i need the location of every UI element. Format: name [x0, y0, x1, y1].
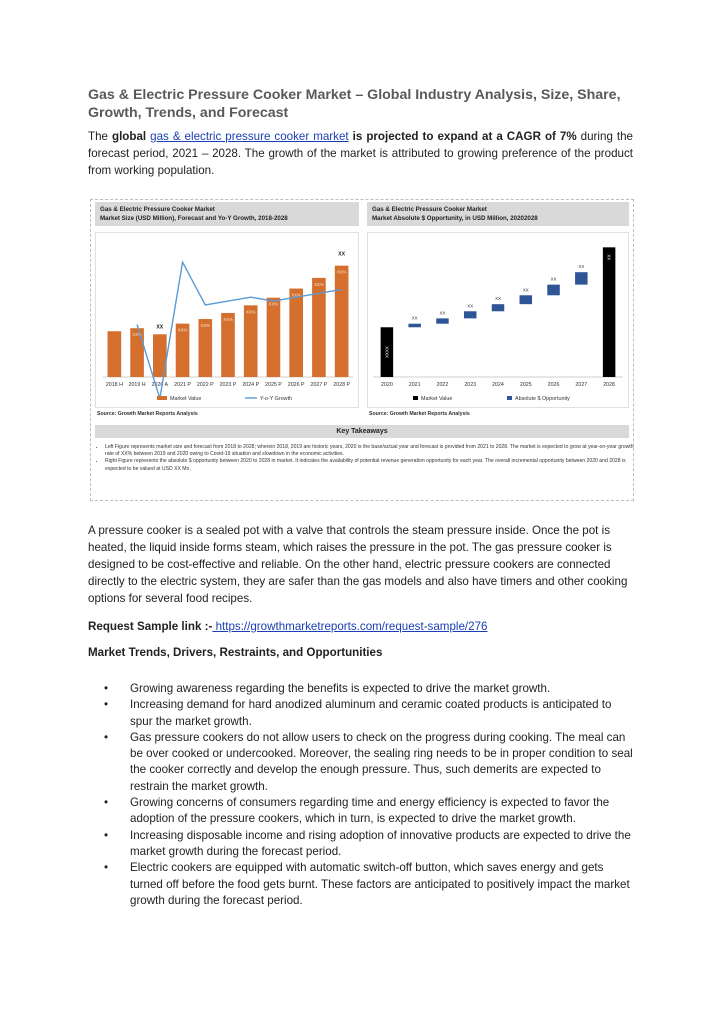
increment-bar: [492, 304, 505, 311]
bullet-icon: •: [104, 730, 109, 744]
data-label: XX: [467, 303, 474, 309]
list-item: [104, 681, 634, 697]
bullet-icon: •: [104, 698, 109, 712]
legend-swatch-market-value: [413, 396, 418, 400]
bullet-icon: •: [104, 796, 109, 810]
bullet-icon: •: [104, 861, 109, 875]
intro-text-start: The: [88, 130, 112, 143]
bar: [221, 313, 235, 377]
x-tick-label: 2028: [603, 382, 616, 388]
legend-label: Market Value: [170, 396, 202, 402]
market-link[interactable]: gas & electric pressure cooker market: [150, 130, 349, 143]
increment-bar: [575, 272, 588, 284]
x-tick-label: 2020: [380, 382, 393, 388]
right-chart-subtitle: Market Absolute $ Opportunity, in USD Million, 20202028: [372, 215, 538, 222]
increment-bar: [464, 311, 477, 318]
x-tick-label: 2022 P: [196, 382, 214, 388]
legend-label: Absolute $ Opportunity: [515, 396, 570, 402]
list-item-text: Increasing disposable income and rising adoption of innovative products are expected to drive the market growth during the forecast period.: [130, 828, 631, 858]
left-chart-subtitle: Market Size (USD Million), Forecast and Yo-Y Growth, 2018-2028: [100, 215, 288, 222]
bar: [267, 298, 281, 377]
legend-label: Y-o-Y Growth: [260, 396, 293, 402]
list-item: [104, 795, 634, 828]
x-tick-label: 2025: [519, 382, 532, 388]
x-tick-label: 2026: [547, 382, 560, 388]
legend-swatch-opportunity: [507, 396, 512, 400]
increment-bar: [520, 295, 533, 304]
increment-bar: [436, 318, 449, 323]
x-tick-label: 2021: [408, 382, 421, 388]
page-title: Gas & Electric Pressure Cooker Market – Global Industry Analysis, Size, Share, Growth, Trends, and Forecast: [88, 87, 621, 121]
list-item-text: Electric cookers are equipped with automatic switch-off button, which saves energy and gets turned off before the food gets burnt. These factors are anticipated to positively impact the market growth during the forecast period.: [130, 861, 630, 907]
key-takeaways-heading: Key Takeaways: [95, 425, 629, 438]
x-tick-label: 2028 P: [333, 382, 351, 388]
left-chart-title: Gas & Electric Pressure Cooker Market: [100, 206, 215, 213]
x-tick-label: 2021 P: [174, 382, 191, 388]
total-bar: [603, 247, 616, 377]
left-chart-source: Source: Growth Market Reports Analysis: [97, 411, 198, 417]
bar: [244, 305, 258, 377]
x-tick-label: 2026 P: [287, 382, 305, 388]
increment-bar: [547, 285, 560, 296]
right-chart-title: Gas & Electric Pressure Cooker Market: [372, 206, 487, 213]
intro-bold-cagr: is projected to expand at a CAGR of 7%: [348, 130, 577, 143]
x-tick-label: 2027: [575, 382, 588, 388]
intro-bold-global: global: [111, 130, 151, 143]
section-heading: Market Trends, Drivers, Restraints, and Opportunities: [88, 646, 383, 659]
data-label: XX: [550, 276, 557, 282]
data-label: XX%: [268, 301, 279, 307]
data-label: XX: [156, 324, 164, 331]
data-label: XX: [495, 296, 501, 302]
left-chart-header: [95, 202, 359, 226]
yoy-growth-line: [137, 262, 342, 399]
data-label: XX: [439, 310, 446, 316]
request-sample-line: [88, 620, 488, 633]
data-label: XX%: [223, 316, 233, 322]
market-size-chart: [95, 232, 359, 408]
list-item: [104, 730, 634, 795]
trends-bullet-list: [104, 681, 634, 909]
list-item-text: Growing awareness regarding the benefits is expected to drive the market growth.: [130, 682, 551, 695]
bullet-icon: •: [104, 682, 109, 695]
key-takeaways-list: [97, 444, 635, 473]
description-paragraph: A pressure cooker is a sealed pot with a valve that controls the steam pressure inside. Once the pot is heated, the liquid inside forms steam, which raises the pressure in the pot. The gas pressure cooker is designed to be cost-effective and reliable. On the other hand, electric pressure cookers are connected directly to the electric system, they are safer than the gas models and also have timers and other cooking options for several food recipes.: [88, 524, 628, 605]
increment-bar: [408, 324, 421, 328]
bullet-icon: •: [104, 828, 109, 842]
request-sample-label: Request Sample link :-: [88, 620, 213, 633]
x-tick-label: 2023: [464, 382, 477, 388]
list-item: [104, 860, 634, 909]
x-tick-label: 2018 H: [105, 382, 123, 388]
x-tick-label: 2027 P: [310, 382, 328, 388]
data-label: XX: [411, 315, 418, 321]
request-sample-link[interactable]: https://growthmarketreports.com/request-sample/276: [212, 620, 488, 633]
x-tick-label: 2022: [436, 382, 449, 388]
data-label: XX%: [132, 332, 142, 338]
takeaway-item: • Left Figure represents market size and forecast from 2018 to 2028; wherein 2018, 2019 are historic years, 2020 is the base/actual year and forecast is provided from 2021 to 2028. The market is expected to grow at year-on-year growth rate of XX% between 2019 and 2020 owing to Covid-19 situation and slowdown in the economic activities.: [105, 444, 635, 458]
list-item-text: Gas pressure cookers do not allow users to check on the progress during cooking. The meal can be over cooked or undercooked. Moreover, the sealing ring needs to be in proper condition to seal the cooker correctly and develop the enough pressure. Thus, such demerits are expected to restrain the market growth.: [130, 730, 633, 793]
absolute-opportunity-chart: [367, 232, 629, 408]
list-item: [104, 828, 634, 861]
data-label: XX%: [200, 323, 211, 329]
data-label: XX%: [245, 309, 256, 315]
list-item: [104, 697, 634, 730]
list-item-text: Increasing demand for hard anodized aluminum and ceramic coated products is anticipated to spur the market growth.: [130, 698, 612, 728]
x-tick-label: 2024 P: [242, 382, 260, 388]
data-label: XXXX: [384, 346, 390, 358]
right-chart-source: Source: Growth Market Reports Analysis: [369, 411, 470, 417]
legend-swatch-market-value: [157, 396, 167, 400]
data-label: XX%: [177, 327, 188, 333]
bar: [289, 289, 303, 377]
data-label: XX: [606, 254, 612, 261]
data-label: XX%: [314, 281, 324, 287]
list-item-text: Growing concerns of consumers regarding time and energy efficiency is expected to favor the adoption of the pressure cookers, which in turn, is expected to drive the market growth.: [130, 796, 610, 826]
market-infographic: [90, 199, 634, 501]
intro-text-end: during the forecast period, 2021 – 2028. The growth of the market is attributed to growing preference of the product from working population.: [88, 130, 634, 177]
takeaway-item: • Right Figure represents the absolute $ opportunity between 2020 to 2028 in market. It indicates the availability of potential revenue generation opportunity for each year. The overall incremental opportunity between 2020 and 2028 is expected to be valued at USD XX Mn.: [105, 458, 635, 472]
x-tick-label: 2025 P: [265, 382, 282, 388]
top-data-label: XX: [338, 251, 346, 258]
bar: [108, 331, 122, 377]
right-chart-header: [367, 202, 629, 226]
x-tick-label: 2019 H: [128, 382, 146, 388]
legend-label: Market Value: [421, 396, 453, 402]
x-tick-label: 2024: [492, 382, 504, 388]
x-tick-label: 2023 P: [219, 382, 237, 388]
data-label: XX%: [336, 269, 347, 275]
data-label: XX: [522, 287, 529, 293]
bar: [335, 266, 349, 377]
data-label: XX: [578, 264, 585, 270]
intro-paragraph: [88, 128, 633, 179]
data-label: XX%: [291, 292, 301, 298]
x-tick-label: 2020 A: [151, 382, 169, 388]
